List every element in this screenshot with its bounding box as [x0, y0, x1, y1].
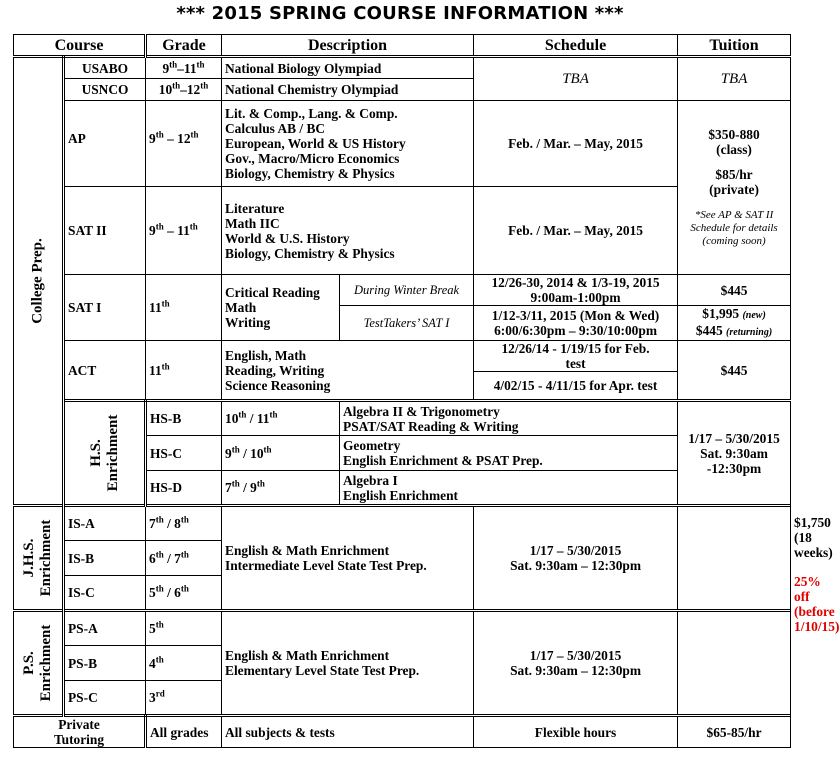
header-description: Description	[222, 35, 474, 57]
header-tuition: Tuition	[678, 35, 791, 57]
group-hs	[64, 401, 146, 506]
desc-ap: Lit. & Comp., Lang. & Comp. Calculus AB / BC European, World & US History Gov., Macro/Micro Economics Biology, Chemistry & Physics	[222, 101, 474, 187]
course-usabo: USABO	[64, 57, 146, 79]
schedule-act-apr: 4/02/15 - 4/11/15 for Apr. test	[474, 372, 678, 401]
table-row	[14, 506, 791, 541]
table-row	[14, 275, 791, 306]
group-ps-label: P.S. Enrichment	[21, 624, 54, 702]
course-hs-b: HS-B	[146, 401, 222, 436]
header-grade: Grade	[146, 35, 222, 57]
grade-usnco: 10th–12th	[146, 79, 222, 101]
grade-hs-b: 10th / 11th	[222, 401, 340, 436]
group-ps	[14, 611, 64, 716]
grade-sat2: 9th – 11th	[146, 187, 222, 275]
course-sat2: SAT II	[64, 187, 146, 275]
header-course: Course	[14, 35, 146, 57]
course-hs-d: HS-D	[146, 471, 222, 506]
grade-usabo: 9th–11th	[146, 57, 222, 79]
course-usnco: USNCO	[64, 79, 146, 101]
grade-is-b: 6th / 7th	[146, 541, 222, 576]
group-jhs-label: J.H.S. Enrichment	[21, 519, 54, 597]
schedule-sat1-winter: 12/26-30, 2014 & 1/3-19, 2015 9:00am-1:00pm	[474, 275, 678, 306]
schedule-sat2: Feb. / Mar. – May, 2015	[474, 187, 678, 275]
desc-usnco: National Chemistry Olympiad	[222, 79, 474, 101]
course-table	[13, 34, 839, 748]
schedule-private: Flexible hours	[474, 716, 678, 748]
course-private: Private Tutoring	[14, 716, 146, 748]
course-is-b: IS-B	[64, 541, 146, 576]
tuition-ap-sat2: $350-880 (class) $85/hr (private) *See AP & SAT II Schedule for details (coming soon)	[678, 101, 791, 275]
grade-hs-c: 9th / 10th	[222, 436, 340, 471]
sat1-winter-label: During Winter Break	[340, 275, 474, 306]
course-sat1: SAT I	[64, 275, 146, 341]
schedule-sat1-takers: 1/12-3/11, 2015 (Mon & Wed) 6:00/6:30pm – 9:30/10:00pm	[474, 306, 678, 341]
course-hs-c: HS-C	[146, 436, 222, 471]
desc-jhs: English & Math Enrichment Intermediate Level State Test Prep.	[222, 506, 474, 611]
grade-ap: 9th – 12th	[146, 101, 222, 187]
desc-private: All subjects & tests	[222, 716, 474, 748]
schedule-hs: 1/17 – 5/30/2015 Sat. 9:30am -12:30pm	[678, 401, 791, 506]
table-row	[14, 187, 791, 275]
grade-is-c: 5th / 6th	[146, 576, 222, 611]
course-ps-c: PS-C	[64, 681, 146, 716]
tuition-private: $65-85/hr	[678, 716, 791, 748]
tuition-sat1-winter: $445	[678, 275, 791, 306]
tuition-act: $445	[678, 341, 791, 401]
sat1-takers-label: TestTakers’ SAT I	[340, 306, 474, 341]
table-row	[14, 341, 791, 372]
group-hs-label: H.S. Enrichment	[87, 414, 121, 492]
desc-usabo: National Biology Olympiad	[222, 57, 474, 79]
desc-hs-d: Algebra I English Enrichment	[340, 471, 678, 506]
schedule-ap: Feb. / Mar. – May, 2015	[474, 101, 678, 187]
schedule-jhs: 1/17 – 5/30/2015 Sat. 9:30am – 12:30pm	[474, 506, 678, 611]
schedule-act-feb: 12/26/14 - 1/19/15 for Feb. test	[474, 341, 678, 372]
schedule-olympiad: TBA	[474, 57, 678, 101]
schedule-ps: 1/17 – 5/30/2015 Sat. 9:30am – 12:30pm	[474, 611, 678, 716]
course-act: ACT	[64, 341, 146, 401]
header-schedule: Schedule	[474, 35, 678, 57]
table-row	[14, 611, 791, 646]
grade-hs-d: 7th / 9th	[222, 471, 340, 506]
page-title: *** 2015 SPRING COURSE INFORMATION ***	[176, 3, 624, 24]
course-ps-a: PS-A	[64, 611, 146, 646]
desc-act: English, Math Reading, Writing Science Reasoning	[222, 341, 474, 401]
header-row	[14, 35, 791, 57]
grade-ps-a: 5th	[146, 611, 222, 646]
desc-sat2: Literature Math IIC World & U.S. History Biology, Chemistry & Physics	[222, 187, 474, 275]
grade-sat1: 11th	[146, 275, 222, 341]
grade-private: All grades	[146, 716, 222, 748]
desc-ps: English & Math Enrichment Elementary Level State Test Prep.	[222, 611, 474, 716]
tuition-olympiad: TBA	[678, 57, 791, 101]
desc-sat1: Critical Reading Math Writing	[222, 275, 340, 341]
course-ps-b: PS-B	[64, 646, 146, 681]
table-row: H.S. Enrichment HS-B 10th / 11th Algebra II & Trigonometry PSAT/SAT Reading & Writing 1/17 – 5/30/2015 Sat. 9:30am -12:30pm $1,750 (18 weeks) 25% off (before 1/10/15)	[14, 401, 791, 436]
course-is-c: IS-C	[64, 576, 146, 611]
table-row	[14, 57, 791, 79]
grade-ps-c: 3rd	[146, 681, 222, 716]
table-row	[14, 101, 791, 187]
group-jhs	[14, 506, 64, 611]
grade-act: 11th	[146, 341, 222, 401]
grade-is-a: 7th / 8th	[146, 506, 222, 541]
tuition-sat1-takers: $1,995 (new) $445 (returning)	[678, 306, 791, 341]
desc-hs-c: Geometry English Enrichment & PSAT Prep.	[340, 436, 678, 471]
grade-ps-b: 4th	[146, 646, 222, 681]
group-college-prep-label: College Prep.	[29, 238, 46, 324]
table-row	[14, 716, 791, 748]
course-ap: AP	[64, 101, 146, 187]
group-college-prep	[14, 57, 64, 506]
desc-hs-b: Algebra II & Trigonometry PSAT/SAT Reading & Writing	[340, 401, 678, 436]
course-is-a: IS-A	[64, 506, 146, 541]
